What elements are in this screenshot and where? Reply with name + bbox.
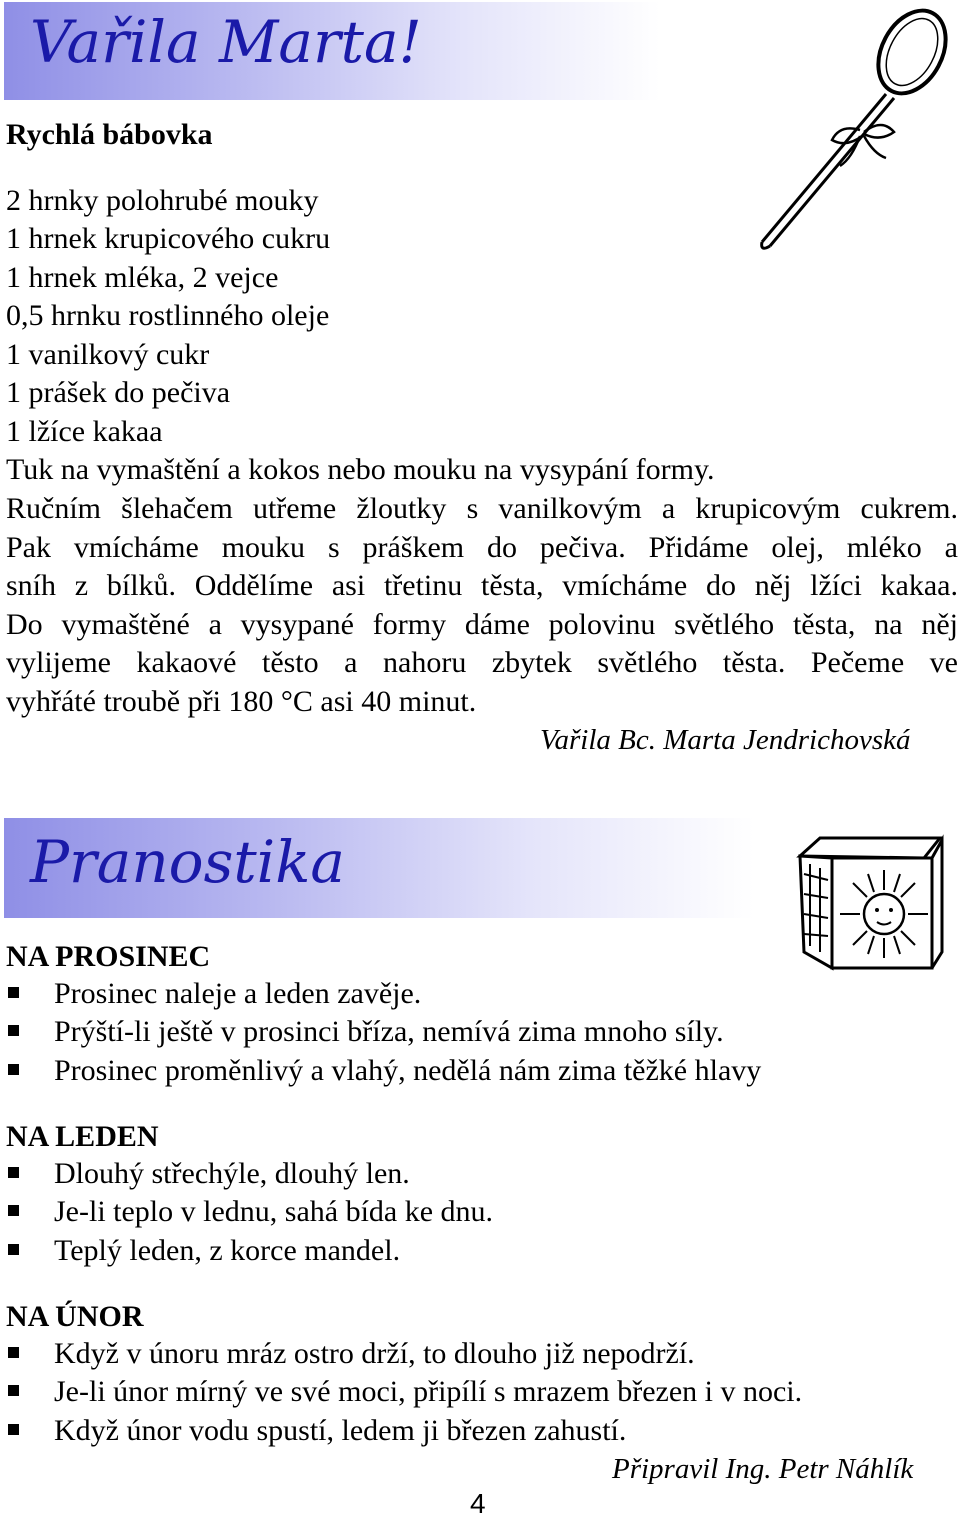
bullet-icon	[8, 987, 19, 998]
bullet-icon	[8, 1244, 19, 1255]
sun-cube-icon	[790, 834, 950, 974]
section-heading: NA PROSINEC	[6, 940, 211, 973]
instructions-line: vylijeme kakaové těsto a nahoru zbytek světlého těsta. Pečeme ve	[6, 646, 958, 679]
instructions-line: Ručním šlehačem utřeme žloutky s vanilkovým a krupicovým cukrem.	[6, 492, 958, 525]
pranostika-signature: Připravil Ing. Petr Náhlík	[612, 1453, 914, 1485]
recipe-title: Rychlá bábovka	[6, 118, 213, 151]
ingredient-line: 1 hrnek krupicového cukru	[6, 222, 331, 255]
instructions-line: sníh z bílků. Oddělíme asi třetinu těsta, vmícháme do něj lžíci kakaa.	[6, 569, 958, 602]
bullet-icon	[8, 1347, 19, 1358]
bullet-icon	[8, 1025, 19, 1036]
list-item: Když v únoru mráz ostro drží, to dlouho již nepodrží.	[8, 1339, 695, 1369]
instructions-line: vyhřáté troubě při 180 °C asi 40 minut.	[6, 684, 477, 718]
ingredient-line: 1 vanilkový cukr	[6, 338, 210, 371]
spoon-icon	[752, 2, 952, 262]
instructions-line: Do vymaštěné a vysypané formy dáme polovinu světlého těsta, na něj	[6, 607, 958, 641]
list-item: Když únor vodu spustí, ledem ji březen zahustí.	[8, 1416, 626, 1446]
bullet-icon	[8, 1424, 19, 1435]
instructions-line: Pak vmícháme mouku s práškem do pečiva. Přidáme olej, mléko a	[6, 530, 958, 564]
ingredient-line: Tuk na vymaštění a kokos nebo mouku na vysypání formy.	[6, 453, 715, 486]
list-item: Prosinec proměnlivý a vlahý, nedělá nám zima těžké hlavy	[8, 1056, 761, 1086]
instructions-paragraph	[6, 494, 958, 725]
ingredient-line: 1 hrnek mléka, 2 vejce	[6, 261, 279, 294]
bullet-icon	[8, 1167, 19, 1178]
recipe-banner-title: Vařila Marta!	[30, 8, 422, 76]
section-heading: NA ÚNOR	[6, 1300, 144, 1333]
pranostika-banner	[4, 818, 754, 918]
bullet-icon	[8, 1064, 19, 1075]
ingredient-line: 1 prášek do pečiva	[6, 376, 231, 409]
recipe-signature: Vařila Bc. Marta Jendrichovská	[540, 724, 911, 756]
list-item: Je-li teplo v lednu, sahá bída ke dnu.	[8, 1197, 493, 1227]
list-item: Prýští-li ještě v prosinci bříza, nemívá zima mnoho síly.	[8, 1017, 724, 1047]
list-item: Prosinec naleje a leden zavěje.	[8, 979, 421, 1009]
pranostika-banner-title: Pranostika	[30, 828, 345, 896]
section-heading: NA LEDEN	[6, 1120, 159, 1153]
list-item: Teplý leden, z korce mandel.	[8, 1236, 400, 1266]
list-item: Dlouhý střechýle, dlouhý len.	[8, 1159, 410, 1189]
ingredient-line: 1 lžíce kakaa	[6, 415, 163, 448]
bullet-icon	[8, 1205, 19, 1216]
list-item: Je-li únor mírný ve své moci, připílí s mrazem březen i v noci.	[8, 1377, 802, 1407]
page-number: 4	[470, 1488, 486, 1519]
recipe-banner	[4, 2, 660, 100]
bullet-icon	[8, 1385, 19, 1396]
ingredient-line: 0,5 hrnku rostlinného oleje	[6, 299, 330, 332]
ingredient-line: 2 hrnky polohrubé mouky	[6, 184, 319, 217]
